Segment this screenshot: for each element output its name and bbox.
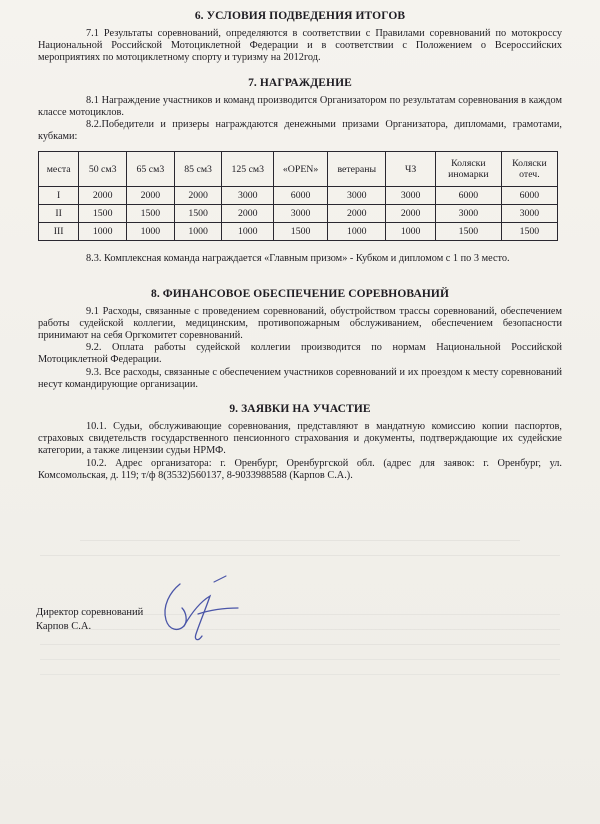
header-cell: 65 см3 [127,152,175,187]
table-row [39,187,558,205]
section-9-title: 9. ЗАЯВКИ НА УЧАСТИЕ [229,403,371,416]
table-cell: 2000 [174,187,222,205]
signature-title: Директор соревнований [36,607,144,618]
table-cell: 1000 [79,223,127,241]
table-row [39,205,558,223]
section-7-title: 7. НАГРАЖДЕНИЕ [248,76,352,89]
table-cell: 2000 [222,205,274,223]
table-row [39,223,558,241]
table-cell: 1500 [79,205,127,223]
section-8-paragraph-1: 9.1 Расходы, связанные с проведением соревнований, обустройством трассы соревнований, обеспечением работы судейской коллегии, медицинским, противопожарным обслуживанием, обеспечением безопасности принимают на себя Оргкомитет соревнований. [38,305,562,342]
table-cell: 1500 [174,205,222,223]
table-cell: 1500 [274,223,328,241]
header-cell: места [39,152,79,187]
document-content [38,10,562,482]
section-7-paragraph-2: 8.2.Победители и призеры награждаются денежными призами Организатора, дипломами, грамотами, кубками: [38,119,562,143]
table-cell: 1000 [328,223,386,241]
section-9-paragraph-1: 10.1. Судьи, обслуживающие соревнования, представляют в мандатную комиссию копии паспортов, страховых свидетельств государственного пенсионного страхования и документы, подтверждающие их судейские категории, а также лицензии судьи НРМФ. [38,421,562,457]
table-cell: 2000 [328,205,386,223]
table-cell: 1000 [127,223,175,241]
table-cell: III [39,223,79,241]
table-cell: 1500 [127,205,175,223]
header-cell: ЧЗ [386,152,436,187]
section-6-title: 6. УСЛОВИЯ ПОДВЕДЕНИЯ ИТОГОВ [194,10,406,22]
header-cell: Коляски иномарки [435,152,501,187]
section-7-paragraph-1: 8.1 Награждение участников и команд производится Организатором по результатам соревнования в каждом классе мотоциклов. [38,94,562,118]
table-cell: 6000 [501,187,557,205]
table-cell: 3000 [328,187,386,205]
table-cell: 1000 [222,223,274,241]
table-cell: 6000 [435,187,501,205]
table-cell: 3000 [386,187,436,205]
header-cell: 85 см3 [174,152,222,187]
section-8-paragraph-3: 9.3. Все расходы, связанные с обеспечением участников соревнований и их проездом к месту соревнований несут командирующие организации. [38,366,562,390]
prize-table-header-row [39,152,558,187]
header-cell: 50 см3 [79,152,127,187]
table-cell: 3000 [435,205,501,223]
header-cell: Коляски отеч. [501,152,557,187]
section-8-paragraph-2: 9.2. Оплата работы судейской коллегии производится по нормам Национальной Российской Мотоциклетной Федерации. [38,342,562,366]
table-cell: 1000 [386,223,436,241]
prize-table [38,151,558,241]
bleed-through-texture [40,540,560,689]
table-cell: 6000 [274,187,328,205]
table-cell: 2000 [79,187,127,205]
table-cell: I [39,187,79,205]
table-cell: 3000 [501,205,557,223]
header-cell: ветераны [328,152,386,187]
table-cell: 1000 [174,223,222,241]
table-cell: 1500 [435,223,501,241]
section-8-title: 8. ФИНАНСОВОЕ ОБЕСПЕЧЕНИЕ СОРЕВНОВАНИЙ [150,287,449,300]
table-cell: 2000 [127,187,175,205]
table-cell: 3000 [274,205,328,223]
section-6-paragraph-1: 7.1 Результаты соревнований, определяются в соответствии с Правилами соревнований по мотокроссу Национальной Российской Мотоциклетной Федерации и в соответствии с Положением о Всероссийских мероприятиях по мотоциклетному спорту и туризму на 2012год. [38,28,562,64]
table-cell: 3000 [222,187,274,205]
table-cell: II [39,205,79,223]
signature-name: Карпов С.А. [36,621,92,632]
header-cell: 125 см3 [222,152,274,187]
table-cell: 1500 [501,223,557,241]
section-7-paragraph-3: 8.3. Комплексная команда награждается «Главным призом» - Кубком и дипломом с 1 по 3 место. [86,253,510,265]
table-cell: 2000 [386,205,436,223]
section-9-paragraph-2: 10.2. Адрес организатора: г. Оренбург, Оренбургской обл. (адрес для заявок: г. Оренбург, ул. Комсомольская, д. 119; т/ф 8(3532)560137, 8-9033988588 (Карпов С.А.). [38,457,562,481]
header-cell: «OPEN» [274,152,328,187]
